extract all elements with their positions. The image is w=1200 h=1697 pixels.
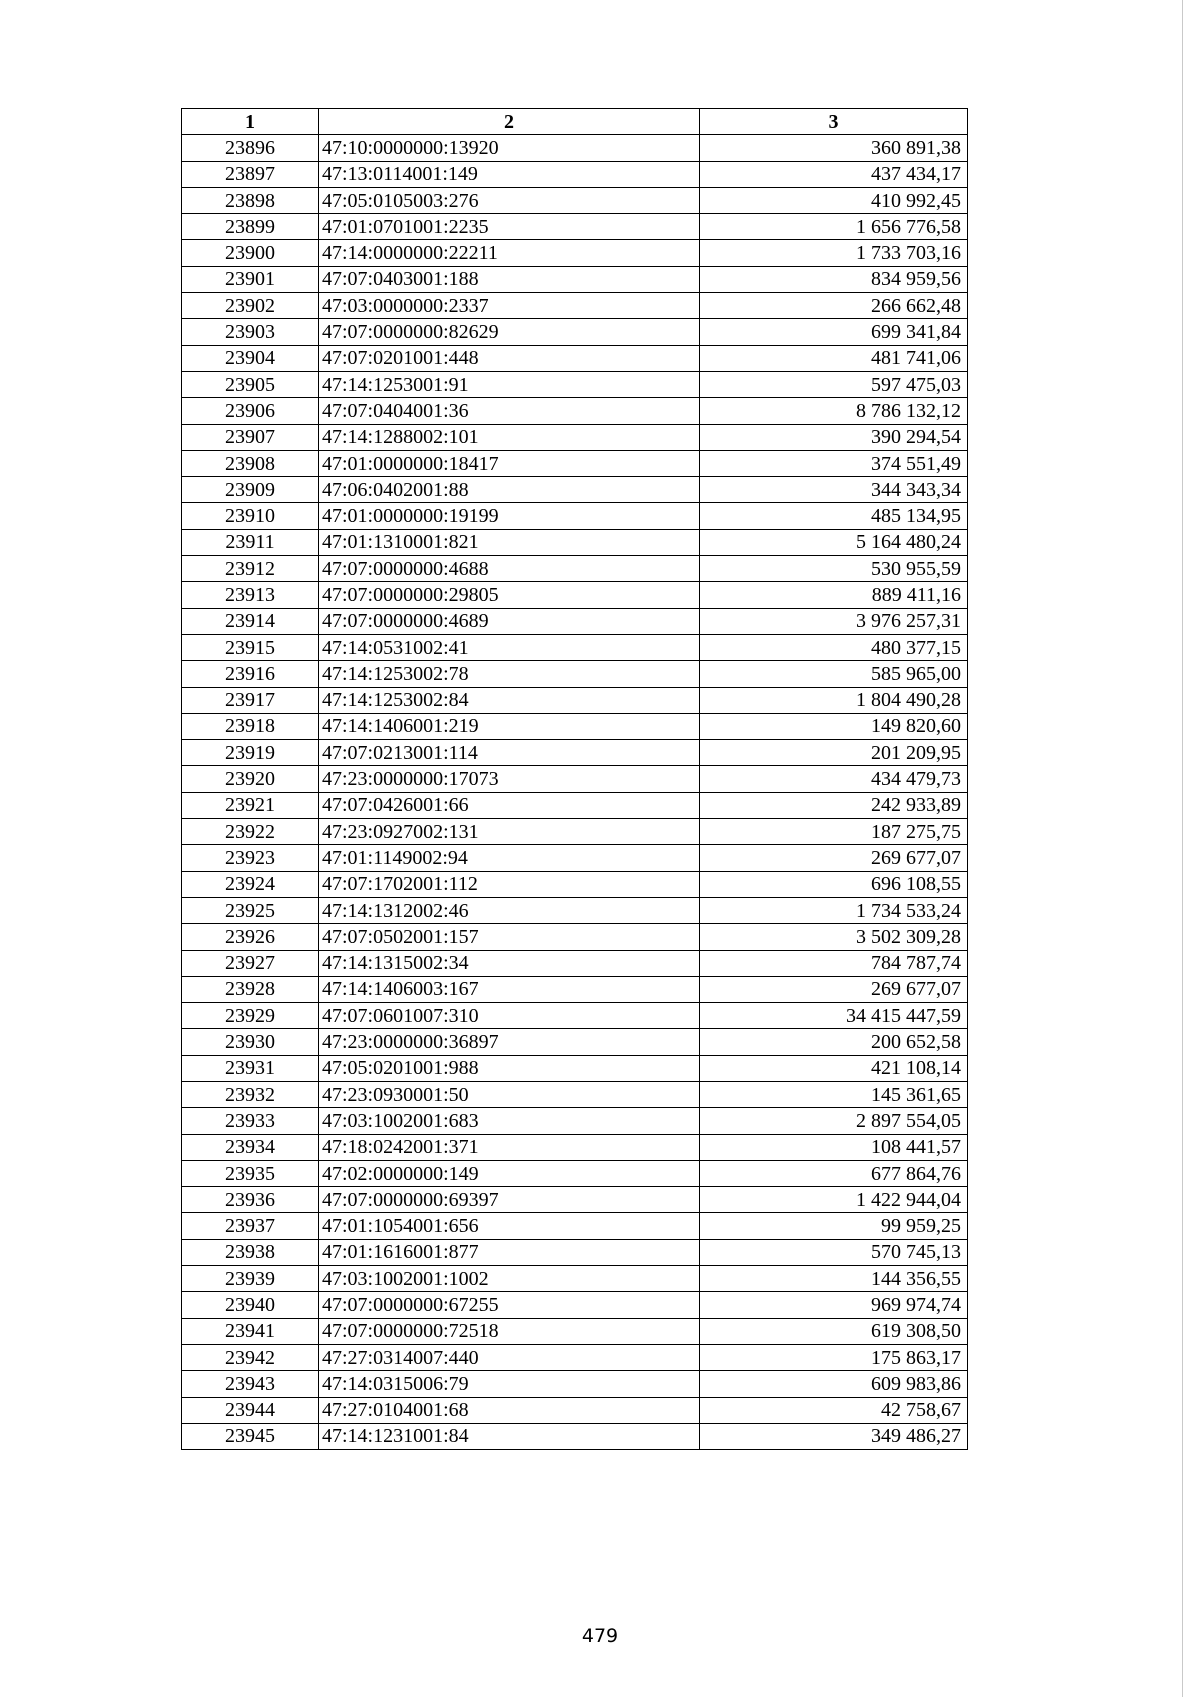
value-cell: 2 897 554,05	[700, 1108, 968, 1134]
cadastral-number-cell: 47:07:0000000:29805	[319, 582, 700, 608]
column-header-2: 2	[319, 109, 700, 135]
row-number-cell: 23922	[182, 819, 319, 845]
table-row	[182, 740, 968, 766]
row-number-cell: 23913	[182, 582, 319, 608]
cadastral-number-cell: 47:01:1616001:877	[319, 1239, 700, 1265]
table-row	[182, 214, 968, 240]
cadastral-number-cell: 47:23:0930001:50	[319, 1081, 700, 1107]
cadastral-number-cell: 47:14:1288002:101	[319, 424, 700, 450]
cadastral-number-cell: 47:07:0601007:310	[319, 1003, 700, 1029]
row-number-cell: 23902	[182, 293, 319, 319]
table-row	[182, 608, 968, 634]
row-number-cell: 23919	[182, 740, 319, 766]
table-row	[182, 976, 968, 1002]
table-row	[182, 161, 968, 187]
row-number-cell: 23921	[182, 792, 319, 818]
cadastral-number-cell: 47:14:1253002:78	[319, 661, 700, 687]
table-row	[182, 1239, 968, 1265]
value-cell: 390 294,54	[700, 424, 968, 450]
table-row	[182, 792, 968, 818]
row-number-cell: 23909	[182, 477, 319, 503]
table-body	[182, 135, 968, 1450]
cadastral-number-cell: 47:07:0213001:114	[319, 740, 700, 766]
value-cell: 696 108,55	[700, 871, 968, 897]
value-cell: 269 677,07	[700, 845, 968, 871]
cadastral-number-cell: 47:01:0701001:2235	[319, 214, 700, 240]
row-number-cell: 23924	[182, 871, 319, 897]
page-number: 479	[581, 1625, 619, 1647]
row-number-cell: 23945	[182, 1423, 319, 1449]
row-number-cell: 23898	[182, 187, 319, 213]
cadastral-number-cell: 47:14:1231001:84	[319, 1423, 700, 1449]
table-row	[182, 556, 968, 582]
cadastral-number-cell: 47:14:1406003:167	[319, 976, 700, 1002]
cadastral-number-cell: 47:03:0000000:2337	[319, 293, 700, 319]
cadastral-number-cell: 47:01:1149002:94	[319, 845, 700, 871]
cadastral-number-cell: 47:14:1315002:34	[319, 950, 700, 976]
row-number-cell: 23900	[182, 240, 319, 266]
table-row	[182, 1292, 968, 1318]
column-header-1: 1	[182, 109, 319, 135]
table-row	[182, 1318, 968, 1344]
table-row	[182, 713, 968, 739]
value-cell: 585 965,00	[700, 661, 968, 687]
value-cell: 266 662,48	[700, 293, 968, 319]
cadastral-number-cell: 47:07:0000000:82629	[319, 319, 700, 345]
row-number-cell: 23942	[182, 1344, 319, 1370]
table-row	[182, 582, 968, 608]
value-cell: 1 656 776,58	[700, 214, 968, 240]
table-row	[182, 1266, 968, 1292]
row-number-cell: 23910	[182, 503, 319, 529]
table-row	[182, 1108, 968, 1134]
table-row	[182, 398, 968, 424]
table-row	[182, 1371, 968, 1397]
table-row	[182, 950, 968, 976]
table-row	[182, 266, 968, 292]
value-cell: 1 734 533,24	[700, 897, 968, 923]
value-cell: 481 741,06	[700, 345, 968, 371]
table-row	[182, 187, 968, 213]
value-cell: 434 479,73	[700, 766, 968, 792]
row-number-cell: 23899	[182, 214, 319, 240]
row-number-cell: 23930	[182, 1029, 319, 1055]
value-cell: 1 804 490,28	[700, 687, 968, 713]
cadastral-number-cell: 47:07:0502001:157	[319, 924, 700, 950]
row-number-cell: 23940	[182, 1292, 319, 1318]
table-row	[182, 503, 968, 529]
row-number-cell: 23917	[182, 687, 319, 713]
value-cell: 145 361,65	[700, 1081, 968, 1107]
cadastral-number-cell: 47:03:1002001:683	[319, 1108, 700, 1134]
row-number-cell: 23897	[182, 161, 319, 187]
row-number-cell: 23939	[182, 1266, 319, 1292]
table-row	[182, 1134, 968, 1160]
table-row	[182, 1160, 968, 1186]
row-number-cell: 23926	[182, 924, 319, 950]
table-row	[182, 477, 968, 503]
table-row	[182, 1187, 968, 1213]
column-header-3: 3	[700, 109, 968, 135]
table-row	[182, 1029, 968, 1055]
table-row	[182, 871, 968, 897]
value-cell: 480 377,15	[700, 634, 968, 660]
value-cell: 437 434,17	[700, 161, 968, 187]
value-cell: 242 933,89	[700, 792, 968, 818]
value-cell: 34 415 447,59	[700, 1003, 968, 1029]
row-number-cell: 23934	[182, 1134, 319, 1160]
cadastral-number-cell: 47:14:1253002:84	[319, 687, 700, 713]
table-row	[182, 345, 968, 371]
cadastral-number-cell: 47:14:1406001:219	[319, 713, 700, 739]
value-cell: 200 652,58	[700, 1029, 968, 1055]
table-row	[182, 424, 968, 450]
cadastral-number-cell: 47:07:0000000:67255	[319, 1292, 700, 1318]
row-number-cell: 23925	[182, 897, 319, 923]
cadastral-number-cell: 47:01:0000000:18417	[319, 450, 700, 476]
row-number-cell: 23915	[182, 634, 319, 660]
table-row	[182, 240, 968, 266]
value-cell: 609 983,86	[700, 1371, 968, 1397]
value-cell: 3 502 309,28	[700, 924, 968, 950]
value-cell: 485 134,95	[700, 503, 968, 529]
row-number-cell: 23896	[182, 135, 319, 161]
cadastral-number-cell: 47:05:0201001:988	[319, 1055, 700, 1081]
row-number-cell: 23912	[182, 556, 319, 582]
cadastral-number-cell: 47:14:0000000:22211	[319, 240, 700, 266]
table-row	[182, 1081, 968, 1107]
value-cell: 570 745,13	[700, 1239, 968, 1265]
row-number-cell: 23927	[182, 950, 319, 976]
cadastral-number-cell: 47:07:0000000:72518	[319, 1318, 700, 1344]
row-number-cell: 23903	[182, 319, 319, 345]
value-cell: 699 341,84	[700, 319, 968, 345]
table-row	[182, 1003, 968, 1029]
row-number-cell: 23937	[182, 1213, 319, 1239]
row-number-cell: 23906	[182, 398, 319, 424]
value-cell: 969 974,74	[700, 1292, 968, 1318]
row-number-cell: 23929	[182, 1003, 319, 1029]
cadastral-number-cell: 47:10:0000000:13920	[319, 135, 700, 161]
row-number-cell: 23933	[182, 1108, 319, 1134]
table-row	[182, 1213, 968, 1239]
table-row	[182, 1344, 968, 1370]
table-row	[182, 845, 968, 871]
value-cell: 42 758,67	[700, 1397, 968, 1423]
value-cell: 360 891,38	[700, 135, 968, 161]
table-row	[182, 319, 968, 345]
cadastral-number-cell: 47:13:0114001:149	[319, 161, 700, 187]
table-row	[182, 450, 968, 476]
cadastral-number-cell: 47:27:0104001:68	[319, 1397, 700, 1423]
table-row	[182, 135, 968, 161]
table-row	[182, 293, 968, 319]
table-row	[182, 924, 968, 950]
row-number-cell: 23941	[182, 1318, 319, 1344]
row-number-cell: 23908	[182, 450, 319, 476]
cadastral-number-cell: 47:03:1002001:1002	[319, 1266, 700, 1292]
row-number-cell: 23931	[182, 1055, 319, 1081]
value-cell: 5 164 480,24	[700, 529, 968, 555]
cadastral-number-cell: 47:27:0314007:440	[319, 1344, 700, 1370]
row-number-cell: 23905	[182, 371, 319, 397]
table-row	[182, 766, 968, 792]
table-row	[182, 819, 968, 845]
cadastral-number-cell: 47:14:0315006:79	[319, 1371, 700, 1397]
value-cell: 108 441,57	[700, 1134, 968, 1160]
row-number-cell: 23938	[182, 1239, 319, 1265]
value-cell: 410 992,45	[700, 187, 968, 213]
cadastral-number-cell: 47:07:0403001:188	[319, 266, 700, 292]
value-cell: 1 422 944,04	[700, 1187, 968, 1213]
cadastral-number-cell: 47:01:1310001:821	[319, 529, 700, 555]
cadastral-number-cell: 47:07:0000000:69397	[319, 1187, 700, 1213]
table-header-row	[182, 109, 968, 135]
cadastral-number-cell: 47:23:0000000:17073	[319, 766, 700, 792]
cadastral-number-cell: 47:05:0105003:276	[319, 187, 700, 213]
value-cell: 619 308,50	[700, 1318, 968, 1344]
row-number-cell: 23936	[182, 1187, 319, 1213]
value-cell: 175 863,17	[700, 1344, 968, 1370]
data-table	[181, 108, 968, 1450]
value-cell: 530 955,59	[700, 556, 968, 582]
cadastral-number-cell: 47:07:0000000:4689	[319, 608, 700, 634]
value-cell: 374 551,49	[700, 450, 968, 476]
row-number-cell: 23920	[182, 766, 319, 792]
value-cell: 889 411,16	[700, 582, 968, 608]
cadastral-number-cell: 47:23:0000000:36897	[319, 1029, 700, 1055]
value-cell: 187 275,75	[700, 819, 968, 845]
value-cell: 149 820,60	[700, 713, 968, 739]
cadastral-number-cell: 47:07:1702001:112	[319, 871, 700, 897]
row-number-cell: 23943	[182, 1371, 319, 1397]
row-number-cell: 23911	[182, 529, 319, 555]
value-cell: 834 959,56	[700, 266, 968, 292]
cadastral-number-cell: 47:01:1054001:656	[319, 1213, 700, 1239]
row-number-cell: 23918	[182, 713, 319, 739]
row-number-cell: 23935	[182, 1160, 319, 1186]
cadastral-number-cell: 47:06:0402001:88	[319, 477, 700, 503]
value-cell: 269 677,07	[700, 976, 968, 1002]
cadastral-number-cell: 47:07:0000000:4688	[319, 556, 700, 582]
table-row	[182, 529, 968, 555]
value-cell: 421 108,14	[700, 1055, 968, 1081]
value-cell: 8 786 132,12	[700, 398, 968, 424]
value-cell: 597 475,03	[700, 371, 968, 397]
table-row	[182, 634, 968, 660]
row-number-cell: 23901	[182, 266, 319, 292]
cadastral-number-cell: 47:14:1253001:91	[319, 371, 700, 397]
cadastral-number-cell: 47:23:0927002:131	[319, 819, 700, 845]
cadastral-number-cell: 47:18:0242001:371	[319, 1134, 700, 1160]
row-number-cell: 23928	[182, 976, 319, 1002]
row-number-cell: 23944	[182, 1397, 319, 1423]
value-cell: 3 976 257,31	[700, 608, 968, 634]
table-row	[182, 1423, 968, 1449]
value-cell: 201 209,95	[700, 740, 968, 766]
row-number-cell: 23907	[182, 424, 319, 450]
cadastral-number-cell: 47:01:0000000:19199	[319, 503, 700, 529]
cadastral-number-cell: 47:07:0201001:448	[319, 345, 700, 371]
row-number-cell: 23923	[182, 845, 319, 871]
cadastral-number-cell: 47:02:0000000:149	[319, 1160, 700, 1186]
value-cell: 99 959,25	[700, 1213, 968, 1239]
row-number-cell: 23914	[182, 608, 319, 634]
table-row	[182, 371, 968, 397]
cadastral-number-cell: 47:07:0404001:36	[319, 398, 700, 424]
row-number-cell: 23904	[182, 345, 319, 371]
row-number-cell: 23916	[182, 661, 319, 687]
cadastral-number-cell: 47:14:0531002:41	[319, 634, 700, 660]
table-row	[182, 687, 968, 713]
value-cell: 784 787,74	[700, 950, 968, 976]
table-row	[182, 661, 968, 687]
cadastral-number-cell: 47:07:0426001:66	[319, 792, 700, 818]
value-cell: 144 356,55	[700, 1266, 968, 1292]
value-cell: 349 486,27	[700, 1423, 968, 1449]
cadastral-number-cell: 47:14:1312002:46	[319, 897, 700, 923]
value-cell: 1 733 703,16	[700, 240, 968, 266]
table-row	[182, 1397, 968, 1423]
page-edge-line	[1182, 0, 1183, 1697]
table-row	[182, 1055, 968, 1081]
value-cell: 677 864,76	[700, 1160, 968, 1186]
value-cell: 344 343,34	[700, 477, 968, 503]
row-number-cell: 23932	[182, 1081, 319, 1107]
table-row	[182, 897, 968, 923]
